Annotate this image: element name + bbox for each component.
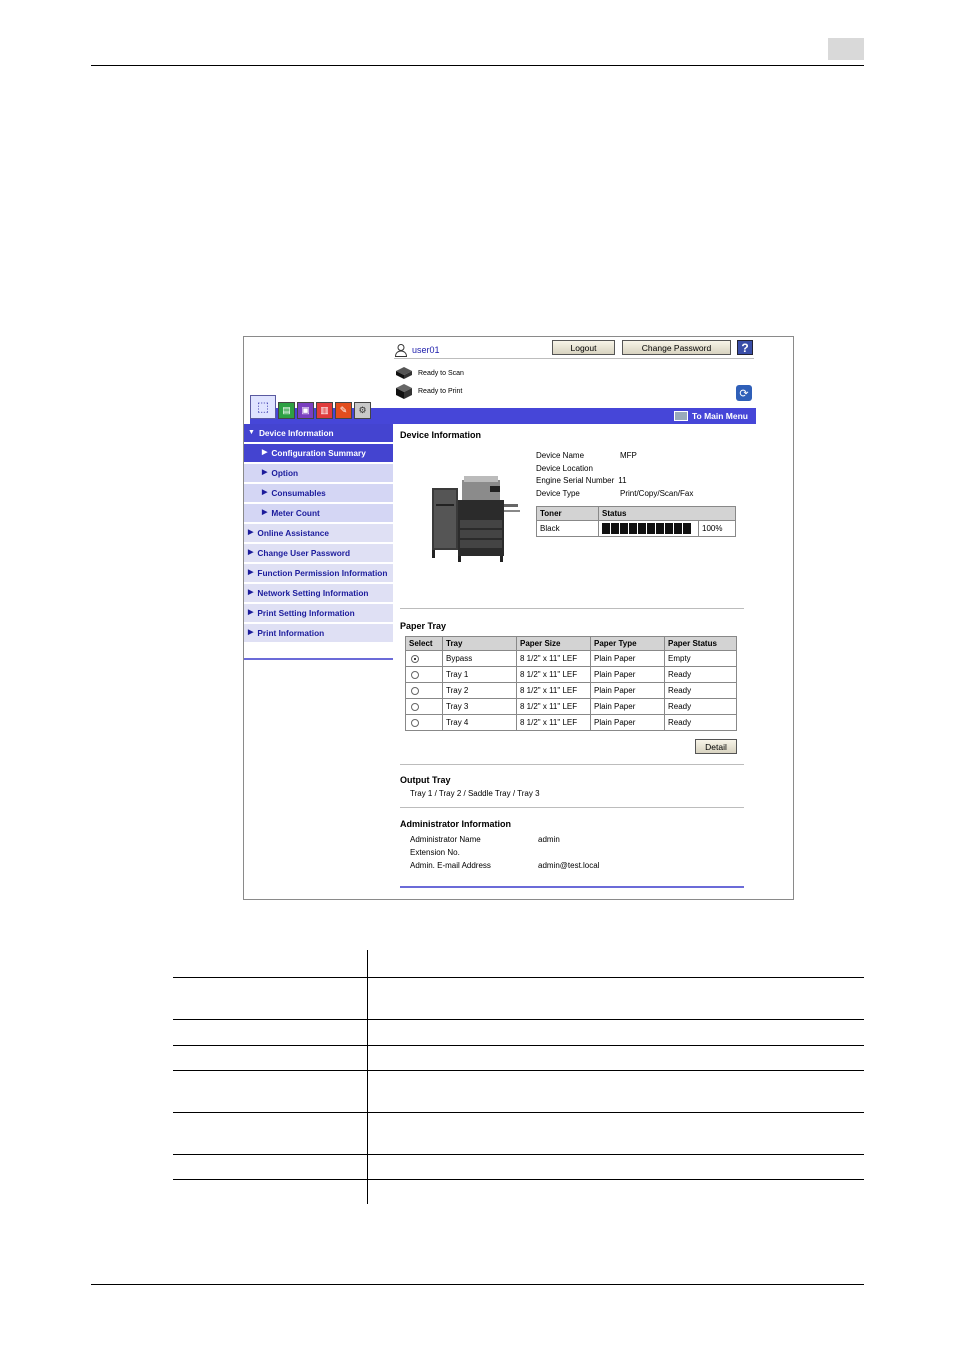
tray-type: Plain Paper <box>591 667 665 683</box>
status-header: Status <box>599 507 736 521</box>
info-label: Device Type <box>536 488 580 498</box>
mode-tabs <box>250 395 371 419</box>
to-main-menu-link[interactable] <box>674 408 748 424</box>
doc-table-rule <box>173 1019 864 1020</box>
footer-rule <box>91 1284 864 1285</box>
sidebar-label: Change User Password <box>257 548 351 558</box>
toner-color: Black <box>537 521 599 537</box>
sidebar-label: Configuration Summary <box>271 448 366 458</box>
info-box-icon: ⬚ <box>256 399 270 414</box>
sidebar-label: Function Permission Information <box>257 568 388 578</box>
sidebar-label: Online Assistance <box>257 528 330 538</box>
info-label: Device Location <box>536 463 593 473</box>
paper-tray-title: Paper Tray <box>400 621 447 631</box>
col-tray: Tray <box>443 637 517 651</box>
sidebar-label: Consumables <box>271 488 326 498</box>
refresh-icon: ⟳ <box>739 387 749 400</box>
tray-type: Plain Paper <box>591 699 665 715</box>
scanner-icon <box>394 366 414 380</box>
toner-segment <box>674 523 682 534</box>
sidebar-label: Device Information <box>258 428 334 438</box>
tray-size: 8 1/2" x 11" LEF <box>517 651 591 667</box>
triangle-right-icon: ▶ <box>248 609 254 616</box>
output-tray-title: Output Tray <box>400 775 451 785</box>
print-doc-icon: ▥ <box>320 405 329 415</box>
section-divider <box>400 807 744 808</box>
triangle-right-icon: ▶ <box>248 569 254 576</box>
tray-radio[interactable] <box>411 687 419 695</box>
toner-percent: 100% <box>699 521 736 537</box>
table-row <box>406 683 737 699</box>
tab-job[interactable] <box>278 402 295 419</box>
sidebar-label: Network Setting Information <box>257 588 369 598</box>
user-row-divider <box>394 358 754 359</box>
toner-segment <box>638 523 646 534</box>
scan-status <box>394 366 464 380</box>
help-button[interactable]: ? <box>737 340 753 355</box>
sidebar-item-configuration-summary[interactable] <box>244 444 393 464</box>
col-select: Select <box>406 637 443 651</box>
table-row <box>406 699 737 715</box>
triangle-right-icon: ▶ <box>262 469 268 476</box>
admin-row <box>410 846 748 859</box>
admin-row <box>410 859 748 872</box>
sidebar-item-device-information[interactable] <box>244 424 393 444</box>
sidebar-item-consumables[interactable] <box>244 484 393 504</box>
tray-name: Tray 3 <box>443 699 517 715</box>
sidebar-item-meter-count[interactable] <box>244 504 393 524</box>
info-value: Print/Copy/Scan/Fax <box>620 488 694 498</box>
table-header-row <box>406 637 737 651</box>
admin-info-rows <box>410 833 748 872</box>
col-paper-status: Paper Status <box>665 637 737 651</box>
tray-radio[interactable] <box>411 719 419 727</box>
sidebar-item-online-assistance[interactable] <box>244 524 393 544</box>
header-rule <box>91 65 864 66</box>
tray-name: Tray 1 <box>443 667 517 683</box>
detail-row <box>400 731 748 755</box>
toner-segment <box>620 523 628 534</box>
doc-table-rule <box>173 977 864 978</box>
content-area <box>400 424 748 888</box>
tray-name: Bypass <box>443 651 517 667</box>
address-icon: ✎ <box>339 405 348 415</box>
sidebar-item-network-setting[interactable] <box>244 584 393 604</box>
sidebar-item-function-permission[interactable] <box>244 564 393 584</box>
tray-radio[interactable] <box>411 671 419 679</box>
info-row <box>536 463 693 476</box>
user-name[interactable]: user01 <box>412 345 440 355</box>
tray-type: Plain Paper <box>591 715 665 731</box>
print-status <box>394 383 462 399</box>
doc-table-rule <box>173 1045 864 1046</box>
output-tray-value: Tray 1 / Tray 2 / Saddle Tray / Tray 3 <box>410 789 540 798</box>
print-status-text: Ready to Print <box>418 387 463 395</box>
sidebar-item-print-information[interactable] <box>244 624 393 644</box>
info-value: MFP <box>620 451 637 460</box>
sidebar-item-change-user-password[interactable] <box>244 544 393 564</box>
tray-status: Ready <box>665 715 737 731</box>
info-row <box>536 475 693 488</box>
scan-status-text: Ready to Scan <box>418 369 464 377</box>
triangle-right-icon: ▶ <box>248 589 254 596</box>
admin-label: Administrator Name <box>410 835 481 844</box>
doc-table-rule <box>173 1154 864 1155</box>
tray-status: Ready <box>665 667 737 683</box>
triangle-right-icon: ▶ <box>248 629 254 636</box>
col-paper-type: Paper Type <box>591 637 665 651</box>
tray-radio[interactable] <box>411 655 419 663</box>
table-row <box>406 651 737 667</box>
sidebar-bottom-rule <box>244 658 393 660</box>
box-icon: ▣ <box>301 405 310 415</box>
toner-segment <box>611 523 619 534</box>
admin-value: admin@test.local <box>538 861 600 870</box>
toner-table <box>536 506 736 537</box>
sidebar-label: Option <box>271 468 299 478</box>
sidebar <box>244 424 393 660</box>
tray-size: 8 1/2" x 11" LEF <box>517 699 591 715</box>
sidebar-label: Meter Count <box>271 508 320 518</box>
sidebar-label: Print Information <box>257 628 325 638</box>
info-row <box>536 450 693 463</box>
toner-segment <box>629 523 637 534</box>
user-row <box>394 341 440 359</box>
document-icon: ▤ <box>282 405 291 415</box>
toner-segment <box>656 523 664 534</box>
triangle-right-icon: ▶ <box>248 549 254 556</box>
admin-label: Extension No. <box>410 848 460 857</box>
admin-info-title: Administrator Information <box>400 819 512 829</box>
triangle-down-icon: ▼ <box>248 429 255 436</box>
sidebar-label: Print Setting Information <box>257 608 355 618</box>
tab-store-address[interactable] <box>335 402 352 419</box>
printer-icon <box>394 383 414 399</box>
toner-segment <box>665 523 673 534</box>
tray-type: Plain Paper <box>591 683 665 699</box>
device-info-title: Device Information <box>400 430 482 440</box>
sidebar-item-print-setting[interactable] <box>244 604 393 624</box>
tray-size: 8 1/2" x 11" LEF <box>517 683 591 699</box>
doc-table-column-divider <box>367 950 368 1204</box>
toner-header: Toner <box>537 507 599 521</box>
admin-value: admin <box>538 835 560 844</box>
to-main-menu-label: To Main Menu <box>691 411 748 421</box>
table-row <box>406 715 737 731</box>
tray-name: Tray 4 <box>443 715 517 731</box>
info-label: Engine Serial Number <box>536 476 615 485</box>
tab-information[interactable] <box>250 395 276 419</box>
tab-direct-print[interactable] <box>316 402 333 419</box>
user-icon <box>394 343 408 357</box>
main-menu-icon <box>674 411 688 421</box>
toner-blocks <box>602 523 695 534</box>
mfp-device-image <box>428 474 524 564</box>
tray-status: Ready <box>665 683 737 699</box>
info-row <box>536 488 693 501</box>
page-number-box <box>828 38 864 60</box>
sidebar-item-option[interactable] <box>244 464 393 484</box>
tab-box[interactable] <box>297 402 314 419</box>
doc-table-rule <box>173 1112 864 1113</box>
info-label: Device Name <box>536 451 585 460</box>
info-value: 11 <box>618 476 627 485</box>
admin-label: Admin. E-mail Address <box>410 861 491 870</box>
tray-size: 8 1/2" x 11" LEF <box>517 667 591 683</box>
doc-table-rule <box>173 1070 864 1071</box>
tray-name: Tray 2 <box>443 683 517 699</box>
toner-level-bar <box>599 521 699 537</box>
tray-size: 8 1/2" x 11" LEF <box>517 715 591 731</box>
device-info-rows <box>536 450 693 500</box>
triangle-right-icon: ▶ <box>262 509 268 516</box>
tab-favorites[interactable] <box>354 402 371 419</box>
change-password-button[interactable]: Change Password <box>622 340 731 355</box>
doc-table-rule <box>173 1179 864 1180</box>
triangle-right-icon: ▶ <box>262 489 268 496</box>
col-paper-size: Paper Size <box>517 637 591 651</box>
detail-button[interactable]: Detail <box>695 739 737 754</box>
section-divider <box>400 764 744 765</box>
tray-radio[interactable] <box>411 703 419 711</box>
toner-segment <box>602 523 610 534</box>
tray-type: Plain Paper <box>591 651 665 667</box>
device-info-section <box>400 440 748 608</box>
triangle-right-icon: ▶ <box>262 449 268 456</box>
admin-row <box>410 833 748 846</box>
tray-status: Ready <box>665 699 737 715</box>
triangle-right-icon: ▶ <box>248 529 254 536</box>
toner-segment <box>683 523 691 534</box>
tray-status: Empty <box>665 651 737 667</box>
toner-segment <box>647 523 655 534</box>
refresh-button[interactable] <box>736 385 752 401</box>
section-divider <box>400 608 744 609</box>
table-row <box>406 667 737 683</box>
logout-button[interactable]: Logout <box>552 340 615 355</box>
web-ui-screenshot <box>243 336 794 900</box>
content-bottom-rule <box>400 886 744 888</box>
paper-tray-table <box>405 636 737 731</box>
settings-icon: ⚙ <box>358 405 367 415</box>
